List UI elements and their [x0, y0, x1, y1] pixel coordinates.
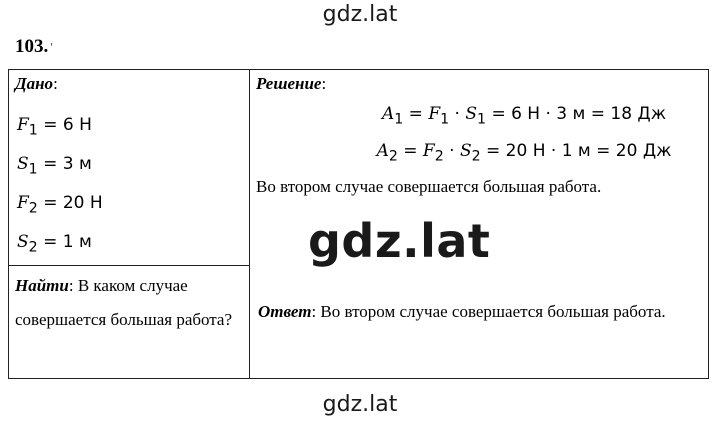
watermark-bottom: gdz.lat	[322, 392, 398, 417]
given-label: Дано	[15, 74, 54, 93]
formula-a1: $A_1 = F_1 \cdot S_1 = 6$ Н · 3 м = 18 Дж	[381, 104, 667, 128]
given-cell: Дано: $F_1 = 6$ Н $S_1 = 3$ м $F_2 = 20$ Н $S_2 = 1$ м	[9, 70, 250, 266]
answer-label: Ответ	[258, 302, 312, 321]
watermark-top: gdz.lat	[322, 2, 398, 27]
find-text: : В каком случае совершается большая работа?	[15, 276, 233, 329]
problem-number: 103. '	[15, 36, 53, 57]
solution-conclusion: Во втором случае совершается большая работа.	[256, 176, 602, 196]
solution-cell: Решение: $A_1 = F_1 \cdot S_1 = 6$ Н · 3 м = 18 Дж $A_2 = F_2 \cdot S_2 = 20$ Н · 1 м = 20 Дж Во втором случае совершается большая работа. Ответ: Во втором случае совершается большая работа.	[250, 70, 709, 379]
problem-number-mark: '	[50, 41, 53, 56]
given-item: $F_1 = 6$ Н	[17, 114, 92, 138]
given-item: $S_2 = 1$ м	[17, 231, 92, 255]
answer-text: : Во втором случае совершается большая работа.	[311, 302, 666, 321]
find-label: Найти	[15, 276, 69, 295]
given-item: $F_2 = 20$ Н	[17, 192, 103, 216]
find-cell	[9, 266, 250, 379]
solution-label: Решение	[256, 74, 322, 93]
formula-a2: $A_2 = F_2 \cdot S_2 = 20$ Н · 1 м = 20 Дж	[376, 141, 672, 165]
given-item: $S_1 = 3$ м	[17, 153, 92, 177]
answer-block	[250, 295, 708, 329]
watermark-middle: gdz.lat	[308, 214, 491, 268]
